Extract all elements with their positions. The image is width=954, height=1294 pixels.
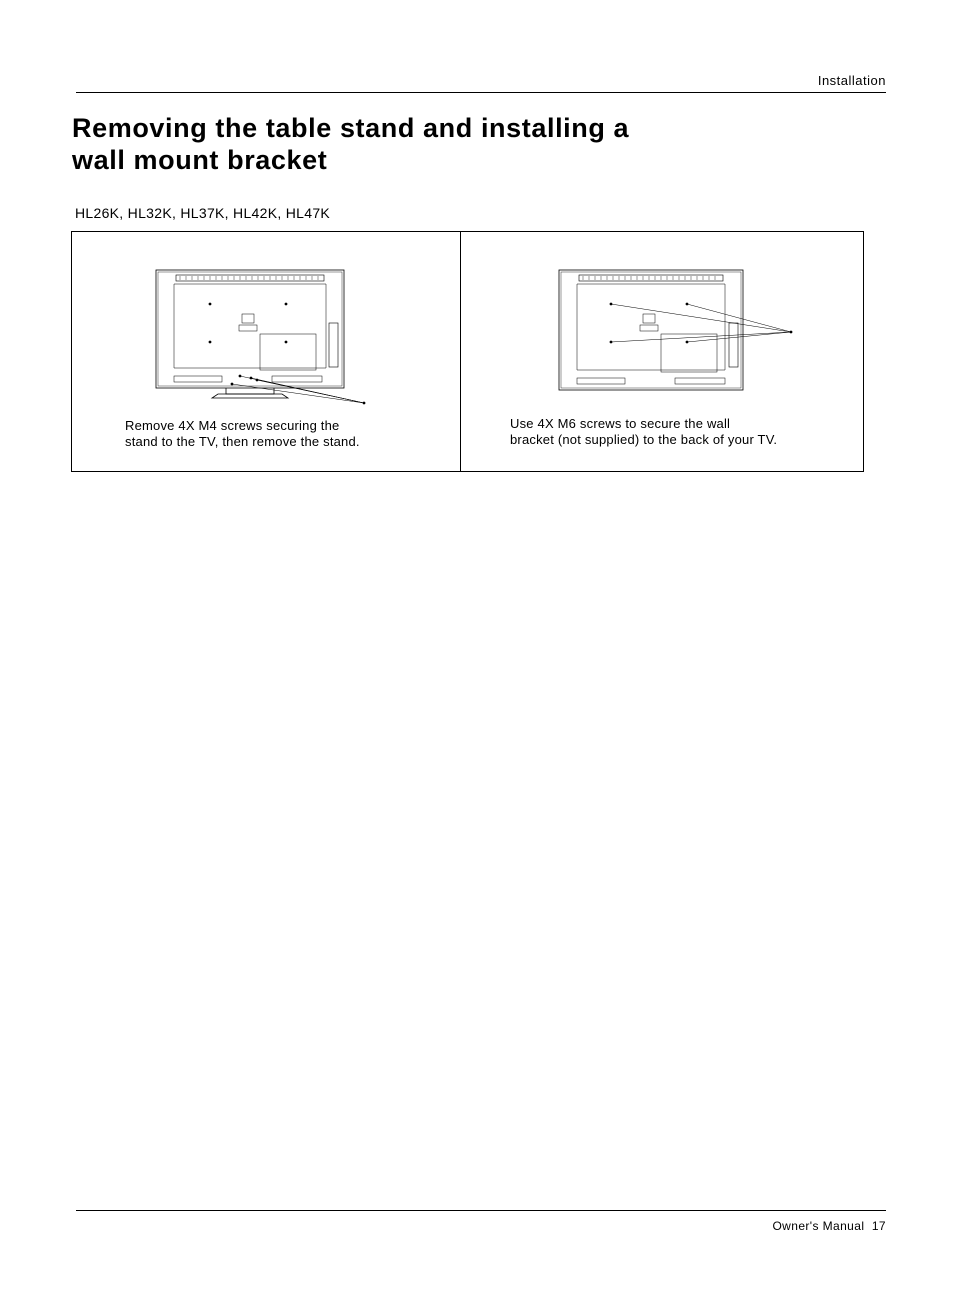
tv-back-wall-mount-illustration: [557, 268, 797, 398]
page-title-line-2: wall mount bracket: [72, 145, 328, 175]
panel-divider: [460, 232, 461, 471]
page-title-line-1: Removing the table stand and installing a: [72, 113, 630, 143]
wall-bracket-caption-line-1: Use 4X M6 screws to secure the wall: [510, 416, 731, 431]
remove-stand-caption-line-2: stand to the TV, then remove the stand.: [125, 434, 360, 449]
instruction-panels: [71, 231, 864, 472]
wall-bracket-caption: [510, 416, 777, 448]
section-label: Installation: [817, 73, 886, 88]
page-title: [72, 112, 772, 176]
model-list: HL26K, HL32K, HL37K, HL42K, HL47K: [75, 205, 331, 221]
remove-stand-caption: [125, 418, 360, 450]
footer-page-label: Owner's Manual 17: [772, 1219, 886, 1233]
wall-bracket-caption-line-2: bracket (not supplied) to the back of your TV.: [510, 432, 778, 447]
header-rule: [76, 92, 886, 93]
footer-rule: [76, 1210, 886, 1211]
remove-stand-caption-line-1: Remove 4X M4 screws securing the: [125, 418, 340, 433]
tv-back-with-stand-illustration: [154, 268, 374, 410]
